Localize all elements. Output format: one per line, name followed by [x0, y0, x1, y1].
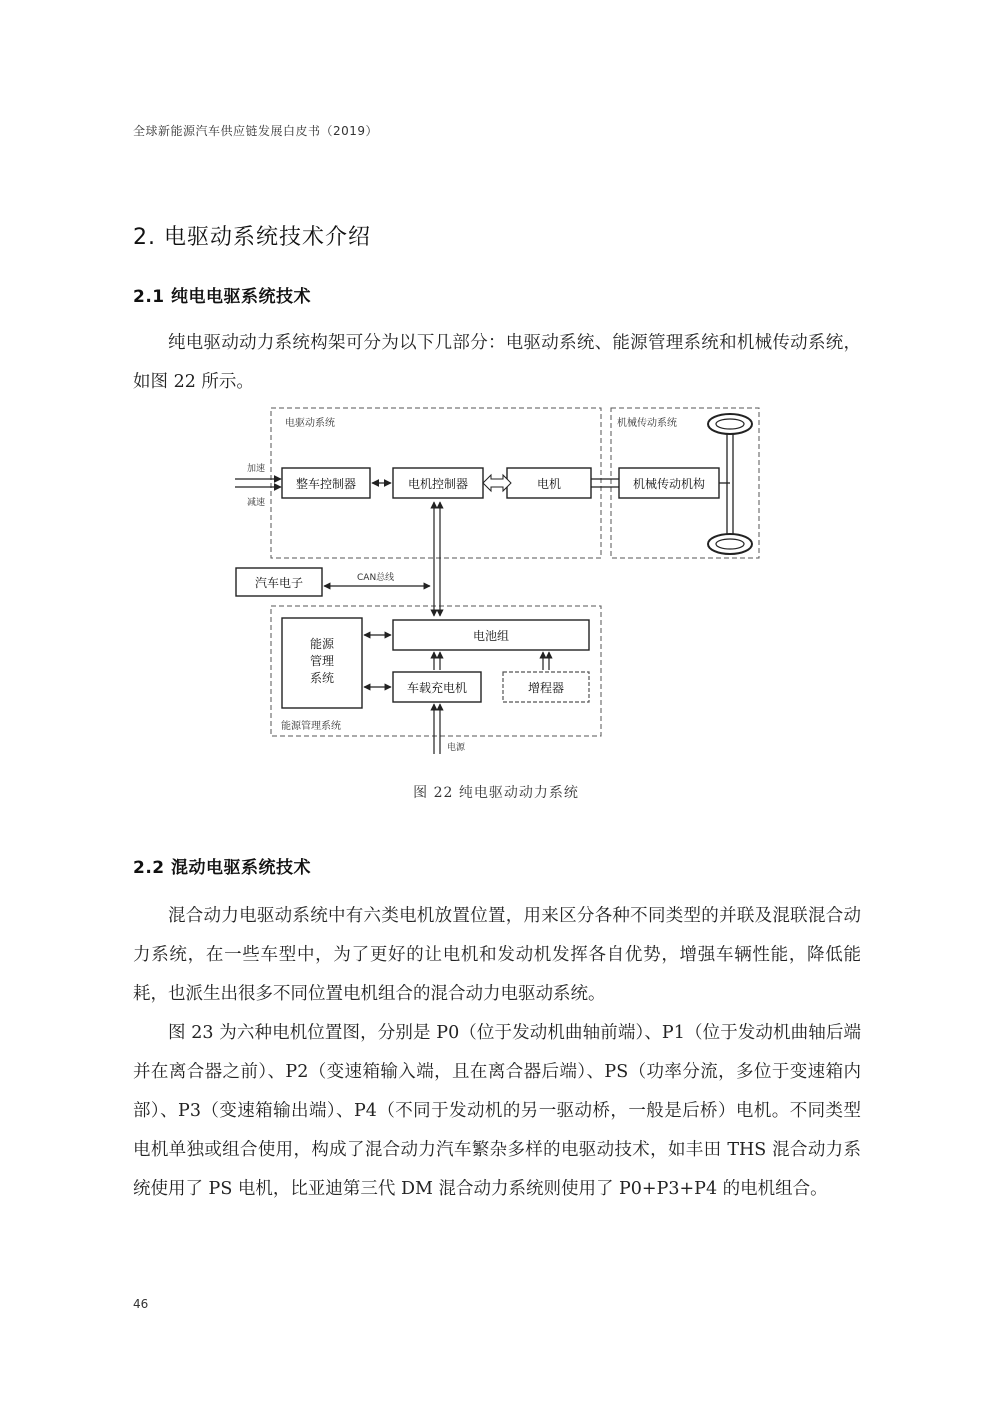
vehicle-controller-label: 整车控制器: [295, 477, 357, 491]
accelerate-label: 加速: [247, 464, 266, 474]
subsection-title-2-1: 2.1 纯电电驱系统技术: [133, 287, 312, 307]
decelerate-label: 减速: [247, 498, 266, 508]
paragraph-2-1: 纯电驱动动力系统构架可分为以下几部分：电驱动系统、能源管理系统和机械传动系统，如图 22 所示。: [133, 333, 861, 392]
paragraph-2-2-b: 图 23 为六种电机位置图，分别是 P0（位于发动机曲轴前端）、P1（位于发动机曲轴后端并在离合器之前）、P2（变速箱输入端，且在离合器后端）、PS（功率分流，多位于变速箱内部）、P3（变速箱输出端）、P4（不同于发动机的另一驱动桥，一般是后桥）电机。不同类型电机单独或组合使用，构成了混合动力汽车繁杂多样的电驱动技术，如丰田 THS 混合动力系统使用了 PS 电机，比亚迪第三代 DM 混合动力系统则使用了 P0+P3+P4 的电机组合。: [133, 1023, 861, 1199]
wheel-bottom: [708, 534, 752, 554]
drive-system-group-label: 电驱动系统: [285, 418, 335, 429]
figure-caption: 图 22 纯电驱动动力系统: [413, 785, 579, 801]
energy-system-group-label: 能源管理系统: [281, 721, 341, 732]
page-number: 46: [133, 1297, 149, 1311]
paragraph-2-2-a: 混合动力电驱动系统中有六类电机放置位置，用来区分各种不同类型的并联及混联混合动力系统，在一些车型中，为了更好的让电机和发动机发挥各自优势，增强车辆性能，降低能耗，也派生出很多不同位置电机组合的混合动力电驱动系统。: [133, 906, 861, 1004]
section-title: 2. 电驱动系统技术介绍: [133, 225, 371, 250]
ems-label-line1: 能源: [309, 637, 335, 651]
motor-label: 电机: [536, 477, 562, 491]
mechanical-drive-label: 机械传动机构: [632, 477, 706, 491]
onboard-charger-label: 车载充电机: [406, 681, 468, 695]
auto-electronics-label: 汽车电子: [254, 576, 304, 590]
power-source-label: 电源: [447, 743, 466, 753]
ems-label-line2: 管理: [309, 654, 335, 668]
mechanical-system-group-label: 机械传动系统: [617, 418, 677, 429]
figure-22-diagram: [225, 402, 770, 762]
battery-pack-label: 电池组: [472, 629, 510, 643]
wheel-top: [708, 414, 752, 434]
can-bus-label: CAN总线: [357, 573, 395, 583]
range-extender-label: 增程器: [527, 681, 565, 695]
subsection-title-2-2: 2.2 混动电驱系统技术: [133, 858, 312, 878]
running-header: 全球新能源汽车供应链发展白皮书（2019）: [133, 124, 379, 138]
motor-controller-label: 电机控制器: [407, 477, 469, 491]
ems-label-line3: 系统: [309, 671, 335, 685]
